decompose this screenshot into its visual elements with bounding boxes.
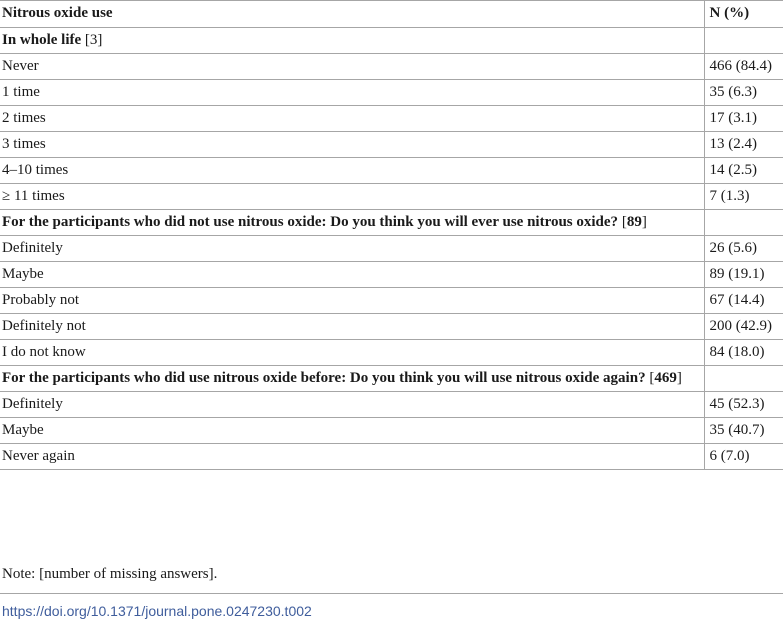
section-value-cell bbox=[704, 366, 783, 392]
missing-count: [3] bbox=[81, 32, 103, 48]
section-title: In whole life bbox=[2, 32, 82, 48]
section-title: For the participants who did not use nitrous oxide: Do you think you will ever use nitrous oxide? bbox=[2, 214, 619, 230]
row-value: 14 (2.5) bbox=[704, 158, 783, 184]
row-value: 89 (19.1) bbox=[704, 262, 783, 288]
header-row bbox=[0, 1, 783, 28]
header-value: N (%) bbox=[704, 1, 783, 28]
section-title-cell bbox=[0, 210, 704, 236]
table-row bbox=[0, 314, 783, 340]
table-row bbox=[0, 392, 783, 418]
missing-count: [89] bbox=[618, 214, 647, 230]
section-value-cell bbox=[704, 210, 783, 236]
section-header-row bbox=[0, 210, 783, 236]
row-value: 17 (3.1) bbox=[704, 106, 783, 132]
table-row bbox=[0, 262, 783, 288]
table-note: Note: [number of missing answers]. bbox=[2, 566, 218, 582]
row-label: 4–10 times bbox=[0, 158, 704, 184]
table-row bbox=[0, 288, 783, 314]
row-value: 45 (52.3) bbox=[704, 392, 783, 418]
table-row bbox=[0, 418, 783, 444]
row-value: 35 (6.3) bbox=[704, 80, 783, 106]
row-value: 13 (2.4) bbox=[704, 132, 783, 158]
section-header-row bbox=[0, 28, 783, 54]
section-title-cell bbox=[0, 28, 704, 54]
missing-count-value: 89 bbox=[626, 214, 642, 230]
row-label: Never again bbox=[0, 444, 704, 470]
row-label: ≥ 11 times bbox=[0, 184, 704, 210]
row-label: Maybe bbox=[0, 418, 704, 444]
footer-divider bbox=[0, 593, 783, 594]
row-value: 35 (40.7) bbox=[704, 418, 783, 444]
row-label: Probably not bbox=[0, 288, 704, 314]
row-label: 1 time bbox=[0, 80, 704, 106]
row-value: 67 (14.4) bbox=[704, 288, 783, 314]
doi-link[interactable]: https://doi.org/10.1371/journal.pone.0247230.t002 bbox=[2, 603, 312, 619]
section-title-cell bbox=[0, 366, 704, 392]
row-label: 3 times bbox=[0, 132, 704, 158]
missing-count-value: 469 bbox=[654, 370, 677, 386]
row-value: 84 (18.0) bbox=[704, 340, 783, 366]
row-label: Definitely bbox=[0, 236, 704, 262]
table-body bbox=[0, 28, 783, 470]
missing-count: [469] bbox=[645, 370, 682, 386]
table-row bbox=[0, 54, 783, 80]
table-row bbox=[0, 236, 783, 262]
row-value: 7 (1.3) bbox=[704, 184, 783, 210]
table-row bbox=[0, 106, 783, 132]
row-value: 26 (5.6) bbox=[704, 236, 783, 262]
row-label: Maybe bbox=[0, 262, 704, 288]
table-row bbox=[0, 132, 783, 158]
row-value: 466 (84.4) bbox=[704, 54, 783, 80]
table-row bbox=[0, 444, 783, 470]
section-title: For the participants who did use nitrous oxide before: Do you think you will use nitrous oxide again? bbox=[2, 370, 646, 386]
section-header-row bbox=[0, 366, 783, 392]
row-label: Definitely not bbox=[0, 314, 704, 340]
table-row bbox=[0, 80, 783, 106]
row-value: 6 (7.0) bbox=[704, 444, 783, 470]
table-row bbox=[0, 158, 783, 184]
row-label: Definitely bbox=[0, 392, 704, 418]
missing-count-value: 3 bbox=[89, 32, 98, 48]
table-row bbox=[0, 184, 783, 210]
row-label: Never bbox=[0, 54, 704, 80]
row-value: 200 (42.9) bbox=[704, 314, 783, 340]
section-value-cell bbox=[704, 28, 783, 54]
row-label: 2 times bbox=[0, 106, 704, 132]
header-label: Nitrous oxide use bbox=[0, 1, 704, 28]
table-row bbox=[0, 340, 783, 366]
row-label: I do not know bbox=[0, 340, 704, 366]
